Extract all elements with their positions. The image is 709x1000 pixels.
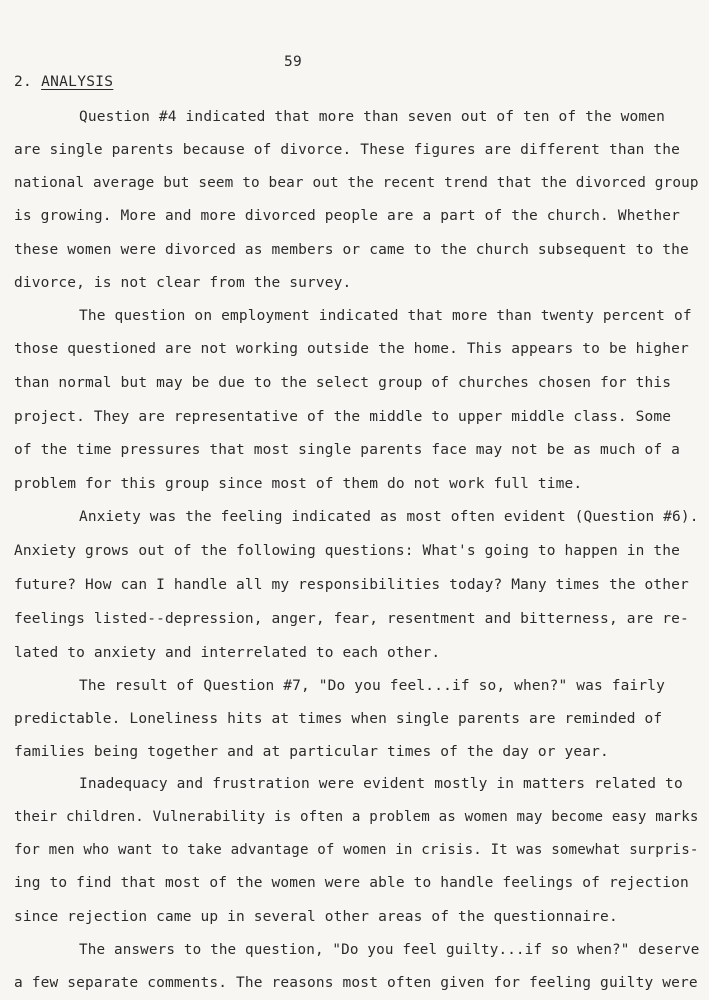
section-title: ANALYSIS xyxy=(41,74,114,90)
text-line: divorce, is not clear from the survey. xyxy=(14,275,352,291)
text-line: a few separate comments. The reasons most often given for feeling guilty were xyxy=(14,975,698,991)
text-line: of the time pressures that most single parents face may not be as much of a xyxy=(14,442,680,458)
text-line: future? How can I handle all my responsibilities today? Many times the other xyxy=(14,577,689,593)
text-line: lated to anxiety and interrelated to each other. xyxy=(14,645,441,661)
text-line: for men who want to take advantage of women in crisis. It was somewhat surpris- xyxy=(14,842,699,858)
text-line: Question #4 indicated that more than seven out of ten of the women xyxy=(79,109,666,125)
text-line: The question on employment indicated that more than twenty percent of xyxy=(79,308,692,324)
section-number: 2. xyxy=(14,74,33,90)
text-line: is growing. More and more divorced people are a part of the church. Whether xyxy=(14,208,680,224)
text-line: their children. Vulnerability is often a problem as women may become easy marks xyxy=(14,809,699,825)
text-line: project. They are representative of the middle to upper middle class. Some xyxy=(14,409,672,425)
text-line: those questioned are not working outside the home. This appears to be higher xyxy=(14,341,689,357)
text-line: ing to find that most of the women were able to handle feelings of rejection xyxy=(14,875,689,891)
page-number: 59 xyxy=(284,54,303,70)
text-line: The answers to the question, "Do you feel guilty...if so when?" deserve xyxy=(79,942,700,958)
text-line: than normal but may be due to the select group of churches chosen for this xyxy=(14,375,672,391)
text-line: are single parents because of divorce. These figures are different than the xyxy=(14,142,680,158)
text-line: The result of Question #7, "Do you feel...if so, when?" was fairly xyxy=(79,678,666,694)
text-line: Anxiety was the feeling indicated as most often evident (Question #6). xyxy=(79,509,699,525)
text-line: families being together and at particular times of the day or year. xyxy=(14,744,609,760)
text-line: problem for this group since most of them do not work full time. xyxy=(14,476,583,492)
section-heading xyxy=(14,74,113,90)
text-line: feelings listed--depression, anger, fear, resentment and bitterness, are re- xyxy=(14,611,689,627)
text-line: national average but seem to bear out the recent trend that the divorced group xyxy=(14,175,699,191)
text-line: since rejection came up in several other areas of the questionnaire. xyxy=(14,909,618,925)
text-line: Anxiety grows out of the following questions: What's going to happen in the xyxy=(14,543,680,559)
text-line: these women were divorced as members or came to the church subsequent to the xyxy=(14,242,689,258)
text-line: predictable. Loneliness hits at times when single parents are reminded of xyxy=(14,711,663,727)
text-line: Inadequacy and frustration were evident mostly in matters related to xyxy=(79,776,683,792)
